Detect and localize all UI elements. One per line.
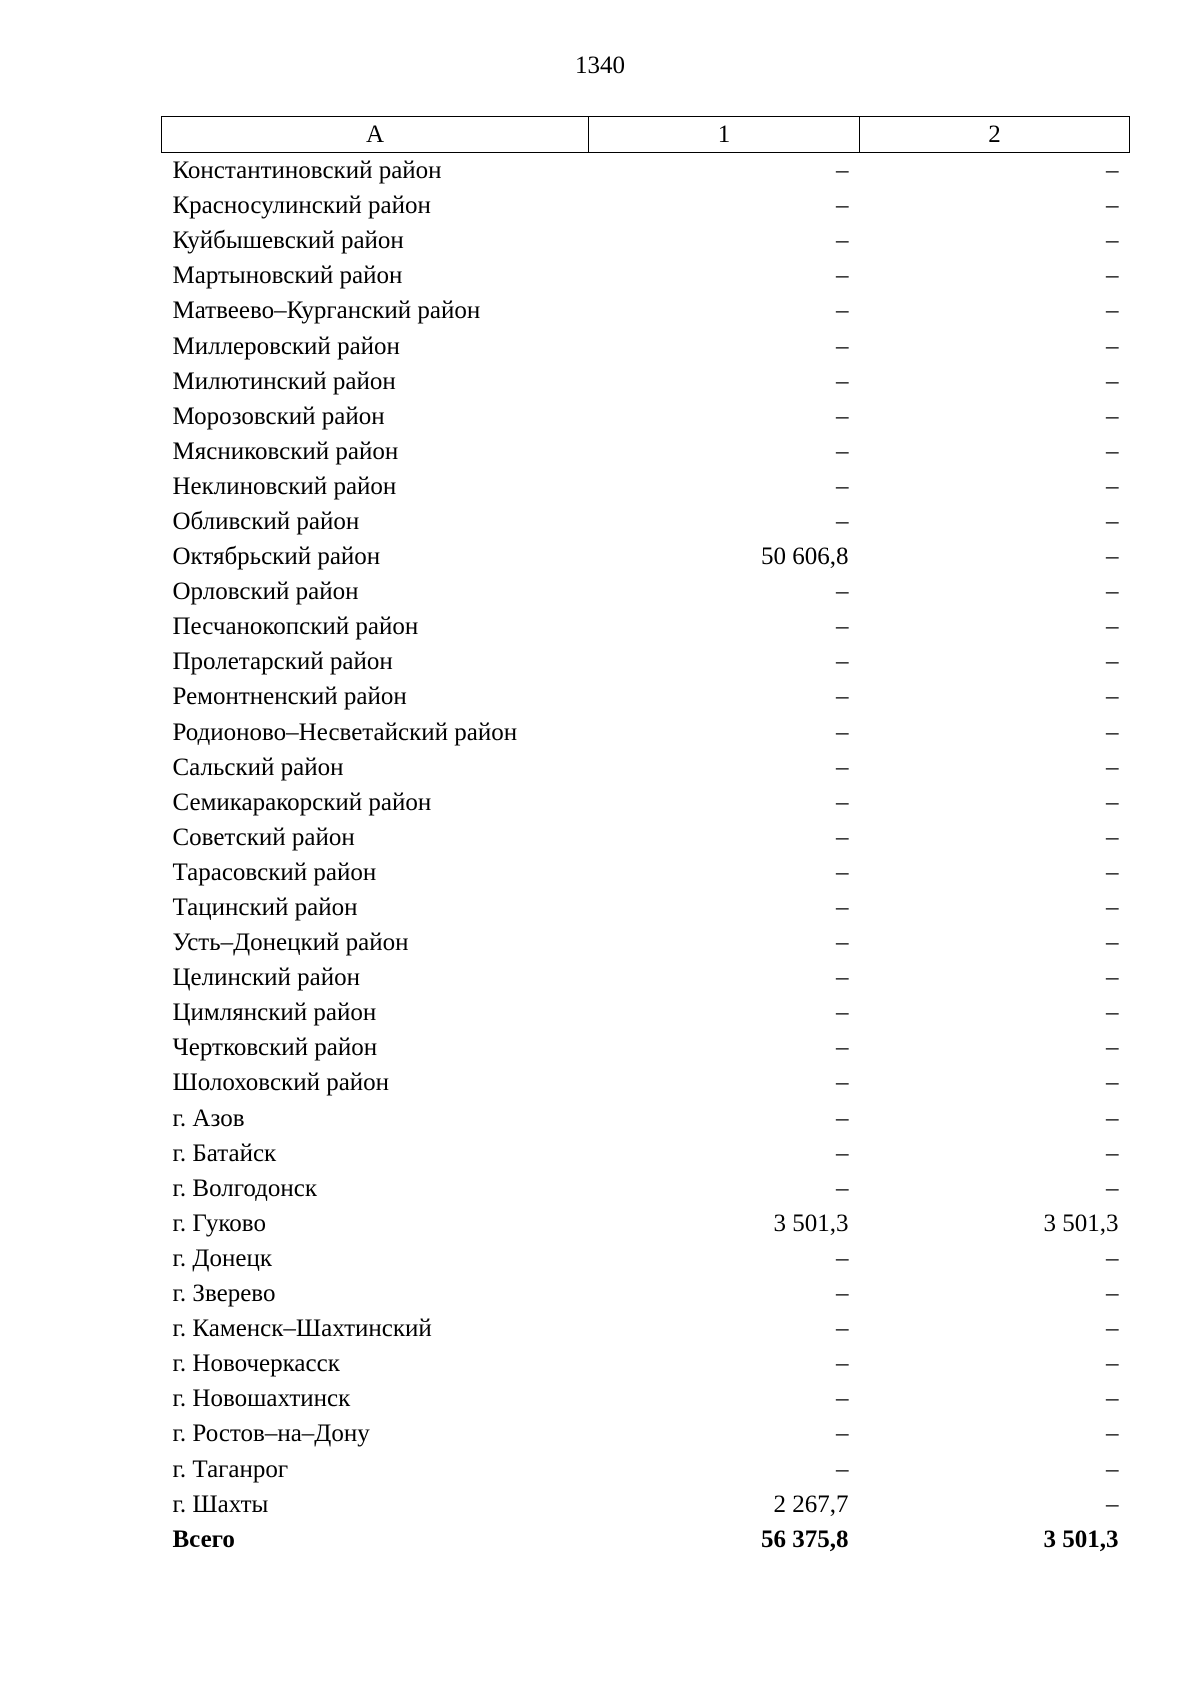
table-row bbox=[162, 1311, 1130, 1346]
header-row bbox=[162, 117, 1130, 153]
row-name: г. Таганрог bbox=[172, 1455, 289, 1483]
table-row bbox=[162, 223, 1130, 258]
row-value-col-1: – bbox=[836, 648, 849, 676]
row-name: Сальский район bbox=[172, 753, 344, 781]
row-name: Матвеево–Курганский район bbox=[172, 297, 481, 325]
row-value-col-2: – bbox=[1106, 788, 1119, 816]
row-name: Тарасовский район bbox=[172, 858, 377, 886]
row-value-col-1: – bbox=[836, 1420, 849, 1448]
total-row bbox=[162, 1522, 1130, 1557]
row-value-col-2: – bbox=[1106, 858, 1119, 886]
row-name: Мясниковский район bbox=[172, 437, 399, 465]
row-name: Семикаракорский район bbox=[172, 788, 432, 816]
row-name: г. Батайск bbox=[172, 1139, 277, 1167]
table-row bbox=[162, 574, 1130, 609]
row-name: Константиновский район bbox=[172, 157, 442, 185]
row-value-col-1: – bbox=[836, 578, 849, 606]
table-row bbox=[162, 293, 1130, 328]
row-name: Орловский район bbox=[172, 578, 359, 606]
row-name: Тацинский район bbox=[172, 894, 358, 922]
row-value-col-1: – bbox=[836, 613, 849, 641]
table-row bbox=[162, 1241, 1130, 1276]
table-row bbox=[162, 188, 1130, 223]
row-value-col-1: – bbox=[836, 332, 849, 360]
row-value-col-1: – bbox=[836, 894, 849, 922]
table-row bbox=[162, 750, 1130, 785]
table-row bbox=[162, 855, 1130, 890]
row-value-col-1: – bbox=[836, 507, 849, 535]
page-number: 1340 bbox=[575, 52, 625, 79]
row-value-col-2: – bbox=[1106, 332, 1119, 360]
row-value-col-2: – bbox=[1106, 894, 1119, 922]
row-value-col-2: – bbox=[1106, 1139, 1119, 1167]
row-value-col-1: – bbox=[836, 718, 849, 746]
table-row bbox=[162, 785, 1130, 820]
row-value-col-2: – bbox=[1106, 1490, 1119, 1518]
row-name: Ремонтненский район bbox=[172, 683, 407, 711]
row-value-col-2: – bbox=[1106, 964, 1119, 992]
table-row bbox=[162, 1381, 1130, 1416]
row-value-col-1: – bbox=[836, 157, 849, 185]
row-value-col-2: – bbox=[1106, 578, 1119, 606]
row-value-col-2: – bbox=[1106, 929, 1119, 957]
row-value-col-1: – bbox=[836, 1244, 849, 1272]
row-name: г. Гуково bbox=[172, 1209, 266, 1237]
row-name: Октябрьский район bbox=[172, 543, 381, 571]
row-name: г. Новошахтинск bbox=[172, 1385, 351, 1413]
row-value-col-2: – bbox=[1106, 1315, 1119, 1343]
table-body bbox=[162, 153, 1130, 1557]
row-value-col-2: – bbox=[1106, 999, 1119, 1027]
row-value-col-2: – bbox=[1106, 1034, 1119, 1062]
row-name: Куйбышевский район bbox=[172, 227, 404, 255]
row-value-col-1: – bbox=[836, 753, 849, 781]
row-value-col-2: – bbox=[1106, 1350, 1119, 1378]
row-name: Мартыновский район bbox=[172, 262, 403, 290]
table-row bbox=[162, 1416, 1130, 1451]
row-name: г. Азов bbox=[172, 1104, 245, 1132]
header-col-2: 2 bbox=[860, 117, 1130, 153]
row-name: Милютинский район bbox=[172, 367, 396, 395]
row-value-col-2: – bbox=[1106, 507, 1119, 535]
table-row bbox=[162, 1451, 1130, 1486]
table-row bbox=[162, 539, 1130, 574]
row-value-col-1: 50 606,8 bbox=[761, 543, 849, 571]
row-value-col-1: – bbox=[836, 1034, 849, 1062]
row-value-col-1: – bbox=[836, 1315, 849, 1343]
row-name: Усть–Донецкий район bbox=[172, 929, 409, 957]
table-row bbox=[162, 1136, 1130, 1171]
row-value-col-1: – bbox=[836, 367, 849, 395]
row-value-col-1: – bbox=[836, 1104, 849, 1132]
row-value-col-1: 2 267,7 bbox=[773, 1490, 849, 1518]
table-row bbox=[162, 1030, 1130, 1065]
table-row bbox=[162, 1276, 1130, 1311]
table-row bbox=[162, 1487, 1130, 1522]
table-row bbox=[162, 1346, 1130, 1381]
row-name: г. Волгодонск bbox=[172, 1174, 318, 1202]
row-value-col-2: – bbox=[1106, 543, 1119, 571]
row-value-col-2: – bbox=[1106, 192, 1119, 220]
table-row bbox=[162, 504, 1130, 539]
row-name: г. Донецк bbox=[172, 1244, 272, 1272]
total-name: Всего bbox=[172, 1525, 235, 1553]
row-name: г. Шахты bbox=[172, 1490, 269, 1518]
table-row bbox=[162, 715, 1130, 750]
row-value-col-2: – bbox=[1106, 297, 1119, 325]
row-value-col-1: – bbox=[836, 1069, 849, 1097]
row-value-col-2: – bbox=[1106, 753, 1119, 781]
row-value-col-1: – bbox=[836, 683, 849, 711]
table-row bbox=[162, 153, 1130, 189]
table-row bbox=[162, 1171, 1130, 1206]
row-value-col-2: – bbox=[1106, 683, 1119, 711]
row-value-col-2: 3 501,3 bbox=[1043, 1209, 1119, 1237]
table-row bbox=[162, 890, 1130, 925]
table-row bbox=[162, 925, 1130, 960]
total-value-col-1: 56 375,8 bbox=[761, 1525, 849, 1553]
row-value-col-1: – bbox=[836, 192, 849, 220]
table-row bbox=[162, 434, 1130, 469]
table-row bbox=[162, 679, 1130, 714]
row-value-col-1: – bbox=[836, 964, 849, 992]
row-value-col-2: – bbox=[1106, 402, 1119, 430]
row-value-col-1: – bbox=[836, 227, 849, 255]
table-row bbox=[162, 609, 1130, 644]
row-value-col-1: – bbox=[836, 1280, 849, 1308]
row-name: Родионово–Несветайский район bbox=[172, 718, 518, 746]
row-value-col-1: – bbox=[836, 437, 849, 465]
row-name: Миллеровский район bbox=[172, 332, 400, 360]
row-name: Советский район bbox=[172, 823, 355, 851]
row-value-col-2: – bbox=[1106, 718, 1119, 746]
row-value-col-2: – bbox=[1106, 1069, 1119, 1097]
row-name: г. Новочеркасск bbox=[172, 1350, 340, 1378]
row-name: Чертковский район bbox=[172, 1034, 378, 1062]
table-row bbox=[162, 1101, 1130, 1136]
row-value-col-1: – bbox=[836, 929, 849, 957]
row-value-col-2: – bbox=[1106, 613, 1119, 641]
table-row bbox=[162, 644, 1130, 679]
table-row bbox=[162, 399, 1130, 434]
row-value-col-1: – bbox=[836, 402, 849, 430]
row-value-col-1: – bbox=[836, 1350, 849, 1378]
row-value-col-1: – bbox=[836, 297, 849, 325]
row-name: Неклиновский район bbox=[172, 472, 397, 500]
row-name: Красносулинский район bbox=[172, 192, 431, 220]
row-name: Целинский район bbox=[172, 964, 360, 992]
table-row bbox=[162, 364, 1130, 399]
table-row bbox=[162, 1206, 1130, 1241]
table-row bbox=[162, 1065, 1130, 1100]
table-row bbox=[162, 469, 1130, 504]
row-name: Шолоховский район bbox=[172, 1069, 390, 1097]
row-name: Обливский район bbox=[172, 507, 360, 535]
table-row bbox=[162, 995, 1130, 1030]
row-value-col-1: – bbox=[836, 858, 849, 886]
row-value-col-1: – bbox=[836, 999, 849, 1027]
row-value-col-1: – bbox=[836, 1174, 849, 1202]
row-value-col-2: – bbox=[1106, 1385, 1119, 1413]
header-col-a: А bbox=[162, 117, 589, 153]
row-value-col-1: – bbox=[836, 1139, 849, 1167]
row-value-col-2: – bbox=[1106, 823, 1119, 851]
row-value-col-2: – bbox=[1106, 1280, 1119, 1308]
row-name: г. Каменск–Шахтинский bbox=[172, 1315, 432, 1343]
row-value-col-1: – bbox=[836, 788, 849, 816]
row-name: г. Ростов–на–Дону bbox=[172, 1420, 370, 1448]
row-value-col-2: – bbox=[1106, 648, 1119, 676]
row-value-col-2: – bbox=[1106, 1174, 1119, 1202]
header-col-1: 1 bbox=[589, 117, 860, 153]
row-name: Пролетарский район bbox=[172, 648, 393, 676]
row-value-col-1: – bbox=[836, 823, 849, 851]
row-value-col-2: – bbox=[1106, 1420, 1119, 1448]
table-row bbox=[162, 258, 1130, 293]
row-value-col-2: – bbox=[1106, 1244, 1119, 1272]
table-row bbox=[162, 328, 1130, 363]
row-value-col-1: – bbox=[836, 1455, 849, 1483]
table-row bbox=[162, 820, 1130, 855]
table-row bbox=[162, 960, 1130, 995]
row-value-col-2: – bbox=[1106, 1455, 1119, 1483]
row-name: Песчанокопский район bbox=[172, 613, 419, 641]
row-name: Цимлянский район bbox=[172, 999, 377, 1027]
row-value-col-2: – bbox=[1106, 472, 1119, 500]
row-name: Морозовский район bbox=[172, 402, 385, 430]
total-value-col-2: 3 501,3 bbox=[1043, 1525, 1119, 1553]
row-name: г. Зверево bbox=[172, 1280, 276, 1308]
row-value-col-2: – bbox=[1106, 437, 1119, 465]
row-value-col-2: – bbox=[1106, 262, 1119, 290]
row-value-col-2: – bbox=[1106, 227, 1119, 255]
row-value-col-2: – bbox=[1106, 367, 1119, 395]
row-value-col-1: – bbox=[836, 472, 849, 500]
row-value-col-2: – bbox=[1106, 1104, 1119, 1132]
data-table bbox=[161, 116, 1130, 1557]
row-value-col-1: – bbox=[836, 1385, 849, 1413]
row-value-col-2: – bbox=[1106, 157, 1119, 185]
row-value-col-1: 3 501,3 bbox=[773, 1209, 849, 1237]
row-value-col-1: – bbox=[836, 262, 849, 290]
